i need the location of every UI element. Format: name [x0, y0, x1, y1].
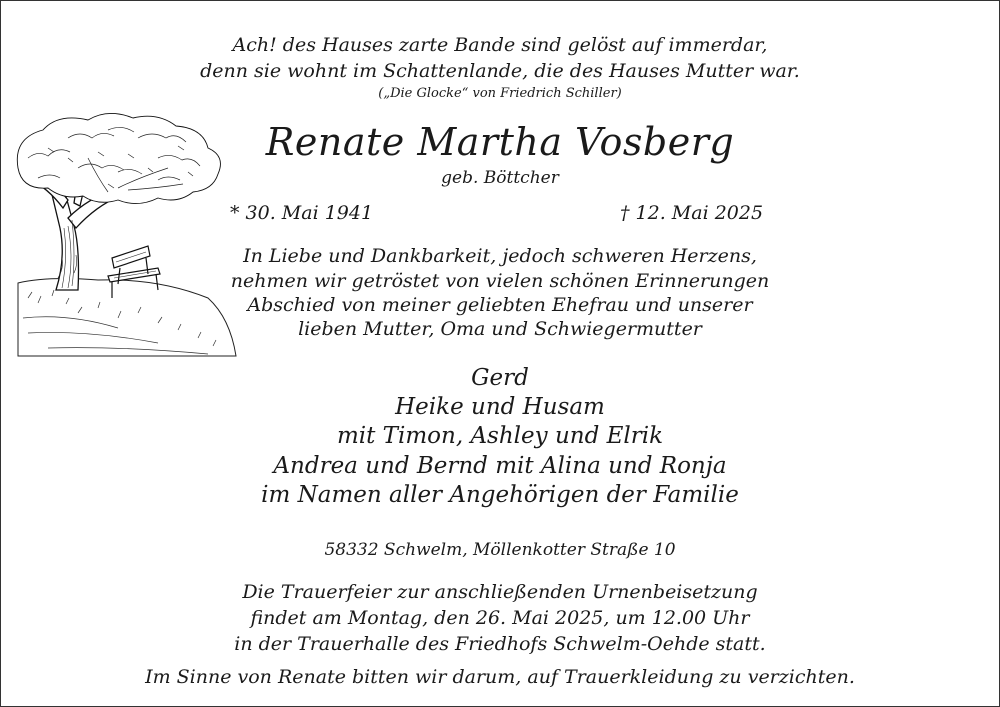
mourner-line: Gerd — [471, 365, 529, 391]
mourner-line: im Namen aller Angehörigen der Familie — [261, 482, 739, 508]
verse-line-2: denn sie wohnt im Schattenlande, die des Hauses Mutter war. — [200, 60, 800, 82]
mourner-line: Heike und Husam — [395, 394, 605, 420]
message-line-2: nehmen wir getröstet von vielen schönen Erinnerungen — [230, 270, 770, 292]
message-line-3: Abschied von meiner geliebten Ehefrau und unserer — [247, 294, 753, 316]
birth-date: * 30. Mai 1941 — [230, 202, 374, 224]
message-line-1: In Liebe und Dankbarkeit, jedoch schweren Herzens, — [243, 245, 757, 267]
service-line-3: in der Trauerhalle des Friedhofs Schwelm-Oehde statt. — [234, 633, 766, 655]
message-line-4: lieben Mutter, Oma und Schwiegermutter — [298, 318, 702, 340]
family-address: 58332 Schwelm, Möllenkotter Straße 10 — [324, 540, 676, 560]
verse-line-1: Ach! des Hauses zarte Bande sind gelöst auf immerdar, — [232, 34, 768, 56]
birth-name: geb. Böttcher — [441, 168, 559, 188]
verse-citation: („Die Glocke“ von Friedrich Schiller) — [378, 86, 622, 101]
mourner-line: Andrea und Bernd mit Alina und Ronja — [273, 453, 727, 479]
deceased-name: Renate Martha Vosberg — [265, 120, 735, 164]
death-date: † 12. Mai 2025 — [620, 202, 764, 224]
service-line-2: findet am Montag, den 26. Mai 2025, um 12.00 Uhr — [250, 607, 750, 629]
clothing-request: Im Sinne von Renate bitten wir darum, auf Trauerkleidung zu verzichten. — [145, 666, 855, 688]
service-line-1: Die Trauerfeier zur anschließenden Urnenbeisetzung — [242, 581, 758, 603]
mourner-line: mit Timon, Ashley und Elrik — [336, 423, 664, 449]
